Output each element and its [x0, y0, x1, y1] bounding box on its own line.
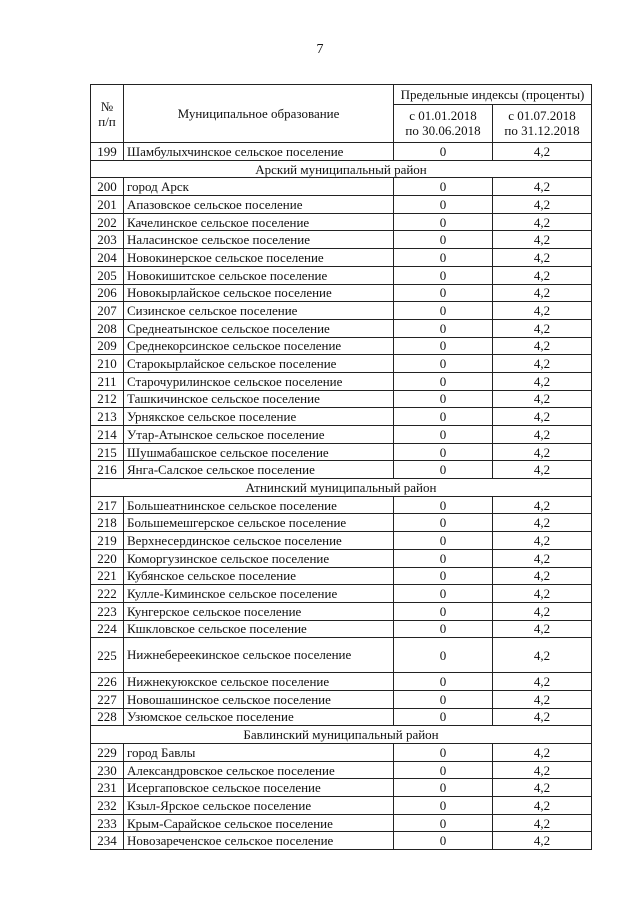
row-name: Коморгузинское сельское поселение — [124, 549, 394, 567]
row-index-period-2: 4,2 — [493, 426, 592, 444]
table-row — [91, 708, 592, 726]
row-index-period-1: 0 — [394, 708, 493, 726]
row-index-period-2: 4,2 — [493, 355, 592, 373]
table-row — [91, 426, 592, 444]
header-period-1-line-1: с 01.01.2018 — [409, 108, 477, 124]
row-number: 230 — [91, 761, 124, 779]
row-index-period-2: 4,2 — [493, 779, 592, 797]
row-name: город Арск — [124, 178, 394, 196]
row-name: город Бавлы — [124, 744, 394, 762]
row-name: Новокырлайское сельское поселение — [124, 284, 394, 302]
table-row — [91, 673, 592, 691]
row-index-period-1: 0 — [394, 302, 493, 320]
row-name: Сизинское сельское поселение — [124, 302, 394, 320]
row-index-period-2: 4,2 — [493, 390, 592, 408]
table-row — [91, 319, 592, 337]
row-name: Старокырлайское сельское поселение — [124, 355, 394, 373]
row-number: 214 — [91, 426, 124, 444]
row-index-period-1: 0 — [394, 337, 493, 355]
table-row — [91, 602, 592, 620]
row-index-period-2: 4,2 — [493, 832, 592, 850]
row-index-period-2: 4,2 — [493, 213, 592, 231]
header-num-label-1: № — [100, 98, 114, 114]
table-row — [91, 249, 592, 267]
header-num-label-2: п/п — [98, 113, 116, 129]
row-index-period-1: 0 — [394, 620, 493, 638]
row-index-period-1: 0 — [394, 284, 493, 302]
row-name: Старочурилинское сельское поселение — [124, 372, 394, 390]
table-row — [91, 514, 592, 532]
row-index-period-1: 0 — [394, 231, 493, 249]
table-row — [91, 355, 592, 373]
row-index-period-1: 0 — [394, 832, 493, 850]
row-index-period-2: 4,2 — [493, 690, 592, 708]
row-number: 224 — [91, 620, 124, 638]
table-row — [91, 196, 592, 214]
row-index-period-1: 0 — [394, 249, 493, 267]
row-number: 205 — [91, 266, 124, 284]
table-row — [91, 337, 592, 355]
row-name: Кубянское сельское поселение — [124, 567, 394, 585]
row-index-period-2: 4,2 — [493, 143, 592, 161]
table-row — [91, 390, 592, 408]
table-row — [91, 549, 592, 567]
row-index-period-1: 0 — [394, 461, 493, 479]
row-name: Наласинское сельское поселение — [124, 231, 394, 249]
row-index-period-2: 4,2 — [493, 585, 592, 603]
row-name: Кзыл-Ярское сельское поселение — [124, 797, 394, 815]
row-number: 212 — [91, 390, 124, 408]
row-number: 233 — [91, 814, 124, 832]
row-index-period-2: 4,2 — [493, 638, 592, 673]
table-row — [91, 832, 592, 850]
row-index-period-1: 0 — [394, 549, 493, 567]
row-name: Крым-Сарайское сельское поселение — [124, 814, 394, 832]
table-row — [91, 231, 592, 249]
row-index-period-2: 4,2 — [493, 196, 592, 214]
row-number: 223 — [91, 602, 124, 620]
row-index-period-2: 4,2 — [493, 337, 592, 355]
row-index-period-1: 0 — [394, 408, 493, 426]
table-row — [91, 638, 592, 673]
row-index-period-1: 0 — [394, 673, 493, 691]
row-name: Среднеатынское сельское поселение — [124, 319, 394, 337]
row-name: Новошашинское сельское поселение — [124, 690, 394, 708]
row-number: 201 — [91, 196, 124, 214]
table-row — [91, 213, 592, 231]
indices-table — [90, 84, 592, 850]
row-name: Нижнебереекинское сельское поселение — [124, 638, 394, 673]
row-number: 234 — [91, 832, 124, 850]
row-number: 228 — [91, 708, 124, 726]
row-number: 208 — [91, 319, 124, 337]
row-number: 199 — [91, 143, 124, 161]
header-num — [91, 85, 124, 143]
row-index-period-2: 4,2 — [493, 744, 592, 762]
row-index-period-2: 4,2 — [493, 549, 592, 567]
header-period-1-line-2: по 30.06.2018 — [405, 123, 481, 139]
table-body — [91, 143, 592, 850]
table-header — [91, 85, 592, 143]
row-name: Новокишитское сельское поселение — [124, 266, 394, 284]
row-index-period-1: 0 — [394, 514, 493, 532]
header-group: Предельные индексы (проценты) — [394, 85, 592, 105]
row-index-period-1: 0 — [394, 567, 493, 585]
row-index-period-1: 0 — [394, 779, 493, 797]
row-number: 231 — [91, 779, 124, 797]
row-index-period-2: 4,2 — [493, 319, 592, 337]
row-index-period-1: 0 — [394, 744, 493, 762]
row-index-period-1: 0 — [394, 266, 493, 284]
row-index-period-1: 0 — [394, 426, 493, 444]
row-index-period-2: 4,2 — [493, 461, 592, 479]
section-title: Атнинский муниципальный район — [91, 479, 592, 497]
row-name: Ташкичинское сельское поселение — [124, 390, 394, 408]
table-row — [91, 585, 592, 603]
row-index-period-1: 0 — [394, 196, 493, 214]
section-row — [91, 726, 592, 744]
header-period-2 — [493, 104, 592, 142]
row-name: Узюмское сельское поселение — [124, 708, 394, 726]
row-index-period-2: 4,2 — [493, 284, 592, 302]
table-row — [91, 690, 592, 708]
row-index-period-2: 4,2 — [493, 761, 592, 779]
row-name: Качелинское сельское поселение — [124, 213, 394, 231]
table-row — [91, 761, 592, 779]
row-number: 207 — [91, 302, 124, 320]
row-number: 227 — [91, 690, 124, 708]
row-index-period-1: 0 — [394, 143, 493, 161]
row-index-period-2: 4,2 — [493, 797, 592, 815]
row-index-period-2: 4,2 — [493, 231, 592, 249]
table-row — [91, 461, 592, 479]
table-row — [91, 143, 592, 161]
row-number: 218 — [91, 514, 124, 532]
row-index-period-1: 0 — [394, 178, 493, 196]
row-index-period-1: 0 — [394, 814, 493, 832]
row-index-period-2: 4,2 — [493, 249, 592, 267]
row-number: 204 — [91, 249, 124, 267]
row-number: 202 — [91, 213, 124, 231]
row-index-period-1: 0 — [394, 602, 493, 620]
section-row — [91, 160, 592, 178]
table-row — [91, 567, 592, 585]
row-name: Апазовское сельское поселение — [124, 196, 394, 214]
row-name: Нижнекуюкское сельское поселение — [124, 673, 394, 691]
row-index-period-1: 0 — [394, 496, 493, 514]
row-index-period-2: 4,2 — [493, 372, 592, 390]
row-name: Александровское сельское поселение — [124, 761, 394, 779]
row-index-period-2: 4,2 — [493, 814, 592, 832]
row-index-period-1: 0 — [394, 355, 493, 373]
row-index-period-1: 0 — [394, 372, 493, 390]
table-row — [91, 744, 592, 762]
row-index-period-2: 4,2 — [493, 567, 592, 585]
table-row — [91, 443, 592, 461]
row-number: 220 — [91, 549, 124, 567]
header-period-1 — [394, 104, 493, 142]
row-number: 225 — [91, 638, 124, 673]
row-index-period-1: 0 — [394, 532, 493, 550]
header-name: Муниципальное образование — [124, 85, 394, 143]
row-name: Утар-Атынское сельское поселение — [124, 426, 394, 444]
row-number: 232 — [91, 797, 124, 815]
row-index-period-1: 0 — [394, 319, 493, 337]
row-index-period-2: 4,2 — [493, 496, 592, 514]
table-row — [91, 797, 592, 815]
row-index-period-2: 4,2 — [493, 514, 592, 532]
row-number: 203 — [91, 231, 124, 249]
row-index-period-2: 4,2 — [493, 532, 592, 550]
table-row — [91, 779, 592, 797]
row-number: 219 — [91, 532, 124, 550]
table-row — [91, 266, 592, 284]
row-name: Новозареченское сельское поселение — [124, 832, 394, 850]
row-number: 211 — [91, 372, 124, 390]
row-name: Верхнесердинское сельское поселение — [124, 532, 394, 550]
table-row — [91, 532, 592, 550]
row-name: Кулле-Киминское сельское поселение — [124, 585, 394, 603]
row-name: Большеатнинское сельское поселение — [124, 496, 394, 514]
row-name: Кшкловское сельское поселение — [124, 620, 394, 638]
row-name: Среднекорсинское сельское поселение — [124, 337, 394, 355]
table-row — [91, 814, 592, 832]
table-row — [91, 302, 592, 320]
row-name: Шамбулыхчинское сельское поселение — [124, 143, 394, 161]
row-name: Кунгерское сельское поселение — [124, 602, 394, 620]
row-number: 206 — [91, 284, 124, 302]
row-name: Янга-Салское сельское поселение — [124, 461, 394, 479]
row-number: 217 — [91, 496, 124, 514]
section-row — [91, 479, 592, 497]
section-title: Арский муниципальный район — [91, 160, 592, 178]
row-name: Урнякское сельское поселение — [124, 408, 394, 426]
row-index-period-2: 4,2 — [493, 408, 592, 426]
row-index-period-1: 0 — [394, 213, 493, 231]
row-index-period-2: 4,2 — [493, 443, 592, 461]
row-name: Шушмабашское сельское поселение — [124, 443, 394, 461]
table-row — [91, 178, 592, 196]
row-number: 216 — [91, 461, 124, 479]
row-index-period-2: 4,2 — [493, 178, 592, 196]
section-title: Бавлинский муниципальный район — [91, 726, 592, 744]
row-name: Большемешгерское сельское поселение — [124, 514, 394, 532]
header-period-2-line-2: по 31.12.2018 — [504, 123, 580, 139]
row-index-period-1: 0 — [394, 761, 493, 779]
row-index-period-1: 0 — [394, 390, 493, 408]
row-index-period-2: 4,2 — [493, 620, 592, 638]
row-index-period-1: 0 — [394, 638, 493, 673]
header-period-2-line-1: с 01.07.2018 — [508, 108, 576, 124]
row-number: 226 — [91, 673, 124, 691]
row-number: 200 — [91, 178, 124, 196]
row-index-period-1: 0 — [394, 443, 493, 461]
row-number: 221 — [91, 567, 124, 585]
table-row — [91, 408, 592, 426]
row-index-period-1: 0 — [394, 690, 493, 708]
row-number: 215 — [91, 443, 124, 461]
table-row — [91, 496, 592, 514]
row-index-period-1: 0 — [394, 797, 493, 815]
row-index-period-2: 4,2 — [493, 673, 592, 691]
row-number: 210 — [91, 355, 124, 373]
row-number: 213 — [91, 408, 124, 426]
row-number: 209 — [91, 337, 124, 355]
page-number: 7 — [316, 42, 324, 57]
row-index-period-2: 4,2 — [493, 302, 592, 320]
row-index-period-1: 0 — [394, 585, 493, 603]
row-index-period-2: 4,2 — [493, 266, 592, 284]
row-index-period-2: 4,2 — [493, 708, 592, 726]
row-name: Новокинерское сельское поселение — [124, 249, 394, 267]
table-row — [91, 284, 592, 302]
row-number: 229 — [91, 744, 124, 762]
row-number: 222 — [91, 585, 124, 603]
table-row — [91, 372, 592, 390]
table-row — [91, 620, 592, 638]
row-name: Исергаповское сельское поселение — [124, 779, 394, 797]
row-index-period-2: 4,2 — [493, 602, 592, 620]
